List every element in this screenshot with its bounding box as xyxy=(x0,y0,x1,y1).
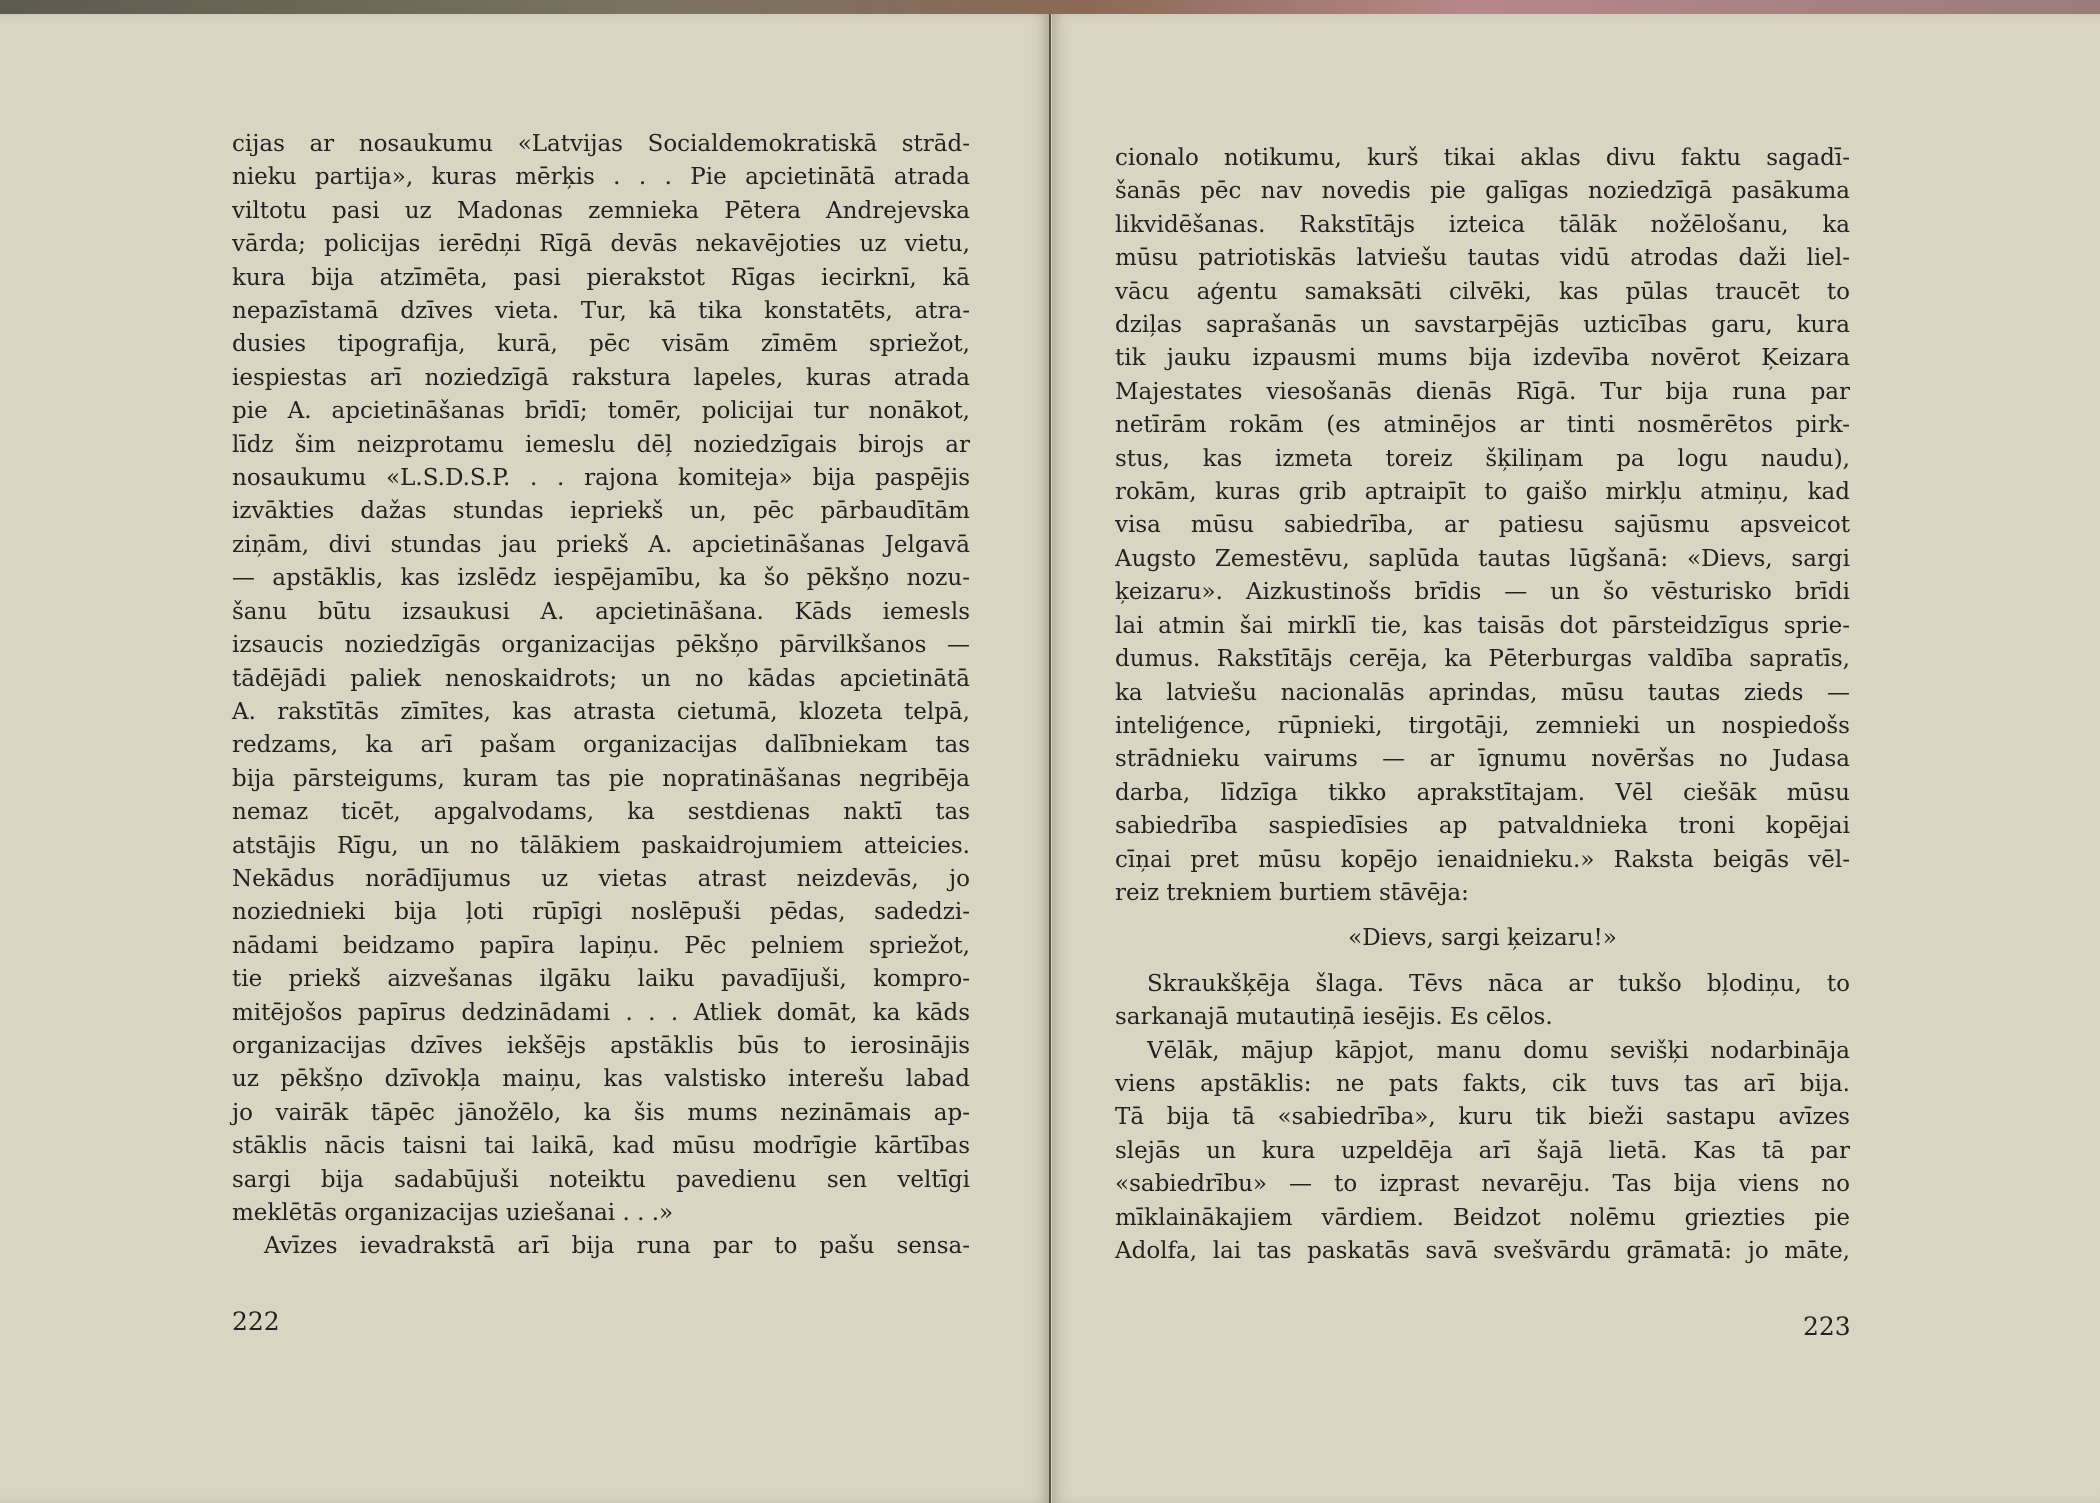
text-line: nemaz ticēt, apgalvodams, ka sestdienas naktī tas xyxy=(232,799,970,826)
text-line: sabiedrība saspiedīsies ap patvaldnieka troni kopējai xyxy=(1115,813,1850,840)
text-line: jo vairāk tāpēc jānožēlo, ka šis mums nezināmais ap- xyxy=(232,1099,970,1126)
left-page-text xyxy=(232,128,970,1264)
text-line: tie priekš aizvešanas ilgāku laiku pavadījuši, kompro- xyxy=(232,966,970,993)
text-line: meklētās organizacijas uziešanai . . .» xyxy=(232,1200,674,1226)
text-line: strādnieku vairums — ar īgnumu novēršas no Judasa xyxy=(1115,746,1850,773)
text-line: tādējādi paliek nenoskaidrots; un no kādas apcietinātā xyxy=(232,665,970,692)
left-page xyxy=(0,14,1051,1503)
text-line: Augsto Zemestēvu, saplūda tautas lūgšanā: «Dievs, sargi xyxy=(1115,545,1850,572)
page-number: 222 xyxy=(232,1307,280,1336)
text-line: reiz trekniem burtiem stāvēja: xyxy=(1115,879,1469,906)
text-line: tik jauku izpausmi mums bija izdevība novērot Ķeizara xyxy=(1115,345,1850,372)
page-number: 223 xyxy=(1803,1312,1851,1341)
text-line: lai atmin šai mirklī tie, kas taisās dot pārsteidzīgus sprie- xyxy=(1115,612,1850,639)
text-line: Avīzes ievadrakstā arī bija runa par to pašu sensa- xyxy=(264,1233,970,1260)
text-line: slejās un kura uzpeldēja arī šajā lietā. Kas tā par xyxy=(1115,1137,1850,1164)
text-line: netīrām rokām (es atminējos ar tinti nosmērētos pirk- xyxy=(1115,412,1850,439)
text-line: izvākties dažas stundas iepriekš un, pēc pārbaudītām xyxy=(232,498,970,525)
text-line: — apstāklis, kas izslēdz iespējamību, ka šo pēkšņo nozu- xyxy=(232,565,970,592)
text-line: visa mūsu sabiedrība, ar patiesu sajūsmu apsveicot xyxy=(1115,512,1850,539)
text-line: ziņām, divi stundas jau priekš A. apcietināšanas Jelgavā xyxy=(232,531,970,558)
text-line: Nekādus norādījumus uz vietas atrast neizdevās, jo xyxy=(232,865,970,892)
centered-quote: «Dievs, sargi ķeizaru!» xyxy=(1348,925,1617,952)
text-line: nepazīstamā dzīves vieta. Tur, kā tika konstatēts, atra- xyxy=(232,298,970,325)
text-line: noziednieki bija ļoti rūpīgi noslēpuši pēdas, sadedzi- xyxy=(232,899,970,926)
text-line: atstājis Rīgu, un no tālākiem paskaidrojumiem atteicies. xyxy=(232,832,970,859)
page-top-edge xyxy=(0,0,2100,14)
text-line: Tā bija tā «sabiedrība», kuru tik bieži sastapu avīzes xyxy=(1115,1104,1850,1131)
text-line: nieku partija», kuras mērķis . . . Pie apcietinātā atrada xyxy=(232,164,970,191)
text-line: inteliģence, rūpnieki, tirgotāji, zemnieki un nospiedošs xyxy=(1115,712,1850,739)
text-line: dumus. Rakstītājs cerēja, ka Pēterburgas valdība sapratīs, xyxy=(1115,646,1850,673)
text-line: mūsu patriotiskās latviešu tautas vidū atrodas daži liel- xyxy=(1115,245,1850,272)
text-line: viltotu pasi uz Madonas zemnieka Pētera Andrejevska xyxy=(232,197,970,224)
text-line: kura bija atzīmēta, pasi pierakstot Rīgas iecirknī, kā xyxy=(232,264,970,291)
text-line: vācu aģentu samaksāti cilvēki, kas pūlas traucēt to xyxy=(1115,278,1850,305)
text-line: šanās pēc nav novedis pie galīgas noziedzīgā pasākuma xyxy=(1115,178,1850,205)
text-line: redzams, ka arī pašam organizacijas dalībniekam tas xyxy=(232,732,970,759)
text-line: viens apstāklis: ne pats fakts, cik tuvs tas arī bija. xyxy=(1115,1070,1850,1097)
text-line: ka latviešu nacionalās aprindas, mūsu tautas zieds — xyxy=(1115,679,1850,706)
text-line: iespiestas arī noziedzīgā rakstura lapeles, kuras atrada xyxy=(232,364,970,391)
text-line: Vēlāk, mājup kāpjot, manu domu sevišķi nodarbināja xyxy=(1147,1037,1850,1064)
text-line: ķeizaru». Aizkustinošs brīdis — un šo vēsturisko brīdi xyxy=(1115,579,1850,606)
text-line: dusies tipografija, kurā, pēc visām zīmēm spriežot, xyxy=(232,331,970,358)
text-line: nosaukumu «L.S.D.S.P. . . rajona komiteja» bija paspējis xyxy=(232,465,970,492)
text-line: nādami beidzamo papīra lapiņu. Pēc pelniem spriežot, xyxy=(232,932,970,959)
text-line: rokām, kuras grib aptraipīt to gaišo mirkļu atmiņu, kad xyxy=(1115,479,1850,506)
text-line: darba, līdzīga tikko aprakstītajam. Vēl ciešāk mūsu xyxy=(1115,779,1850,806)
text-line: uz pēkšņo dzīvokļa maiņu, kas valstisko interešu labad xyxy=(232,1066,970,1093)
text-line: izsaucis noziedzīgās organizacijas pēkšņo pārvilkšanos — xyxy=(232,632,970,659)
text-line: dziļas saprašanās un savstarpējās uzticības garu, kura xyxy=(1115,312,1850,339)
text-line: Adolfa, lai tas paskatās savā svešvārdu grāmatā: jo māte, xyxy=(1115,1238,1850,1264)
text-line: bija pārsteigums, kuram tas pie nopratināšanas negribēja xyxy=(232,765,970,792)
text-line: likvidēšanas. Rakstītājs izteica tālāk nožēlošanu, ka xyxy=(1115,211,1850,238)
text-line: Skraukšķēja šlaga. Tēvs nāca ar tukšo bļodiņu, to xyxy=(1147,970,1850,997)
text-line: organizacijas dzīves iekšējs apstāklis būs to ierosinājis xyxy=(232,1032,970,1059)
text-line: Majestates viesošanās dienās Rīgā. Tur bija runa par xyxy=(1115,378,1850,405)
text-line: šanu būtu izsaukusi A. apcietināšana. Kāds iemesls xyxy=(232,598,970,625)
text-line: sargi bija sadabūjuši noteiktu pavedienu sen veltīgi xyxy=(232,1166,970,1193)
text-line: cionalo notikumu, kurš tikai aklas divu faktu sagadī- xyxy=(1115,145,1850,171)
text-line: mīklainākajiem vārdiem. Beidzot nolēmu griezties pie xyxy=(1115,1204,1850,1231)
text-line: A. rakstītās zīmītes, kas atrasta cietumā, klozeta telpā, xyxy=(232,698,970,725)
spacer xyxy=(1115,956,1850,968)
text-line: līdz šim neizprotamu iemeslu dēļ noziedzīgais birojs ar xyxy=(232,431,970,458)
text-line: mitējošos papīrus dedzinādami . . . Atliek domāt, ka kāds xyxy=(232,999,970,1026)
right-page xyxy=(1052,14,2100,1503)
text-line: stus, kas izmeta toreiz šķiliņam pa logu naudu), xyxy=(1115,445,1850,472)
text-line: vārda; policijas ierēdņi Rīgā devās nekavējoties uz vietu, xyxy=(232,231,970,258)
right-page-text xyxy=(1115,142,1850,1268)
text-line: pie A. apcietināšanas brīdī; tomēr, policijai tur nonākot, xyxy=(232,398,970,425)
spacer xyxy=(1115,910,1850,922)
text-line: «sabiedrību» — to izprast nevarēju. Tas bija viens no xyxy=(1115,1171,1850,1198)
text-line: sarkanajā mutautiņā iesējis. Es cēlos. xyxy=(1115,1004,1553,1031)
text-line: stāklis nācis taisni tai laikā, kad mūsu modrīgie kārtības xyxy=(232,1133,970,1160)
text-line: cijas ar nosaukumu «Latvijas Socialdemokratiskā strād- xyxy=(232,131,970,157)
text-line: cīņai pret mūsu kopējo ienaidnieku.» Raksta beigās vēl- xyxy=(1115,846,1850,873)
